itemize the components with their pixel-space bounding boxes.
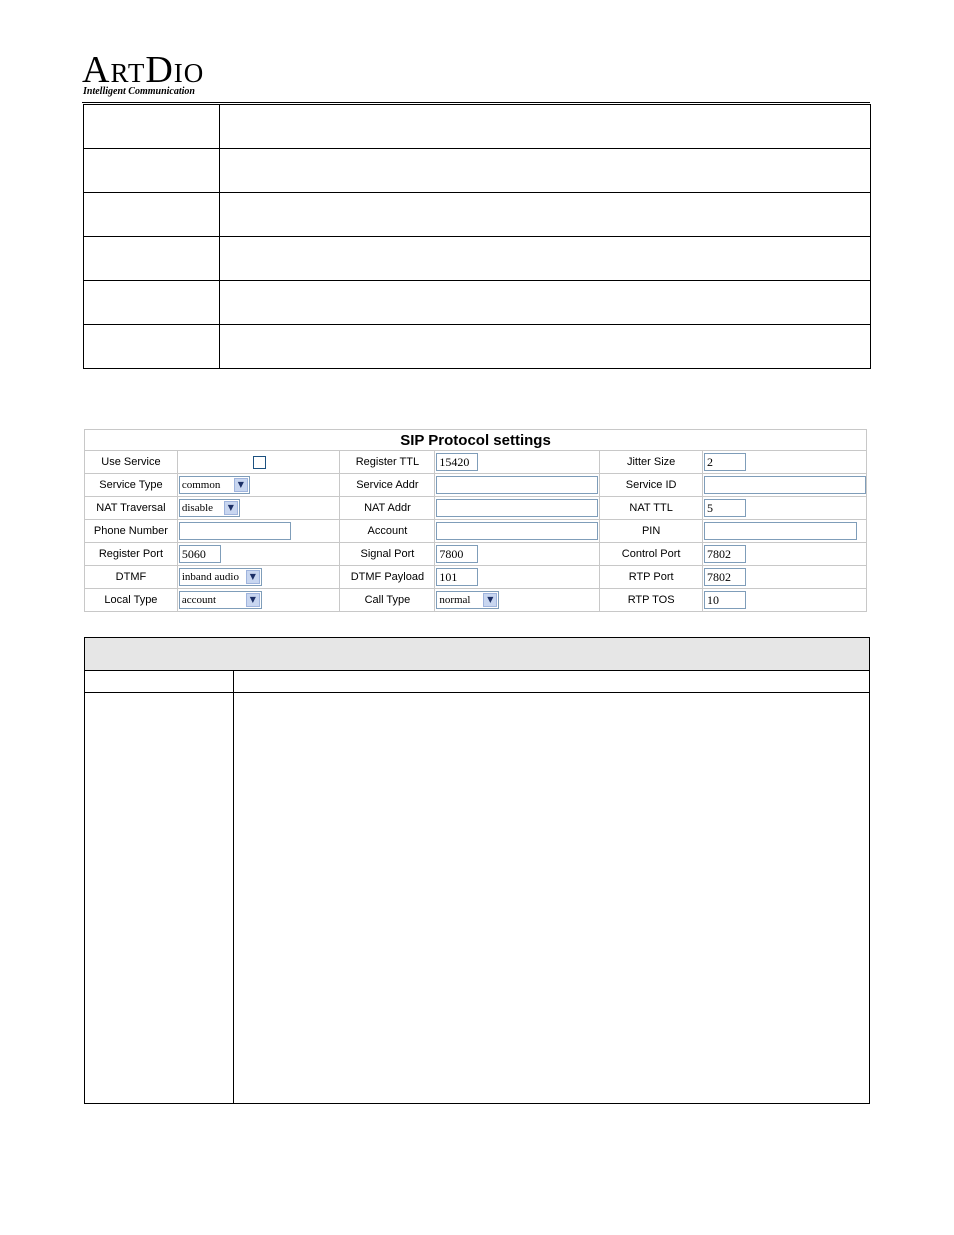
logo-wordmark: ARTDIO [82, 49, 205, 91]
rtp-tos-input[interactable]: 10 [704, 591, 746, 609]
service-addr-input[interactable] [436, 476, 598, 494]
phone-number-input[interactable] [179, 522, 291, 540]
control-port-input[interactable]: 7802 [704, 545, 746, 563]
signal-port-input[interactable]: 7800 [436, 545, 478, 563]
chevron-down-icon: ▼ [224, 501, 238, 515]
settings-row [85, 520, 867, 543]
dtmf-value: inband audio [181, 571, 239, 583]
pin-label: PIN [600, 520, 703, 543]
logo-tagline: Intelligent Communication [83, 86, 195, 97]
chevron-down-icon: ▼ [483, 593, 497, 607]
empty-table-bottom [84, 637, 870, 1104]
settings-row [85, 474, 867, 497]
local-type-label: Local Type [85, 589, 178, 612]
register-ttl-input[interactable]: 15420 [436, 453, 478, 471]
settings-row [85, 497, 867, 520]
jitter-size-input[interactable]: 2 [704, 453, 746, 471]
table-row [84, 325, 871, 369]
local-type-value: account [181, 594, 217, 606]
call-type-select[interactable] [436, 591, 499, 609]
chevron-down-icon: ▼ [234, 478, 248, 492]
register-ttl-label: Register TTL [340, 451, 435, 474]
table-row [85, 693, 870, 1104]
nat-traversal-value: disable [181, 502, 214, 514]
artdio-logo [82, 49, 222, 102]
nat-ttl-input[interactable]: 5 [704, 499, 746, 517]
table-row [85, 671, 870, 693]
table-row [84, 237, 871, 281]
phone-number-label: Phone Number [85, 520, 178, 543]
service-type-label: Service Type [85, 474, 178, 497]
rtp-tos-label: RTP TOS [600, 589, 703, 612]
service-addr-label: Service Addr [340, 474, 435, 497]
use-service-label: Use Service [85, 451, 178, 474]
service-id-input[interactable] [704, 476, 866, 494]
dtmf-payload-label: DTMF Payload [340, 566, 435, 589]
service-id-label: Service ID [600, 474, 703, 497]
register-port-label: Register Port [85, 543, 178, 566]
call-type-label: Call Type [340, 589, 435, 612]
settings-row [85, 451, 867, 474]
signal-port-label: Signal Port [340, 543, 435, 566]
use-service-checkbox[interactable] [253, 456, 266, 469]
sip-protocol-settings-panel [84, 429, 867, 612]
header-rule [82, 102, 870, 103]
panel-title: SIP Protocol settings [85, 430, 867, 451]
table-row [84, 281, 871, 325]
service-type-value: common [181, 479, 221, 491]
nat-traversal-label: NAT Traversal [85, 497, 178, 520]
local-type-select[interactable] [179, 591, 262, 609]
dtmf-label: DTMF [85, 566, 178, 589]
table-row [84, 149, 871, 193]
settings-row [85, 589, 867, 612]
pin-input[interactable] [704, 522, 857, 540]
control-port-label: Control Port [600, 543, 703, 566]
nat-addr-input[interactable] [436, 499, 598, 517]
dtmf-select[interactable] [179, 568, 262, 586]
chevron-down-icon: ▼ [246, 570, 260, 584]
call-type-value: normal [439, 594, 471, 606]
table-header-row [85, 638, 870, 671]
empty-table-top [83, 104, 871, 369]
register-port-input[interactable]: 5060 [179, 545, 221, 563]
nat-traversal-select[interactable] [179, 499, 240, 517]
rtp-port-label: RTP Port [600, 566, 703, 589]
settings-row [85, 543, 867, 566]
account-input[interactable] [436, 522, 598, 540]
nat-addr-label: NAT Addr [340, 497, 435, 520]
table-row [84, 193, 871, 237]
jitter-size-label: Jitter Size [600, 451, 703, 474]
account-label: Account [340, 520, 435, 543]
dtmf-payload-input[interactable]: 101 [436, 568, 478, 586]
chevron-down-icon: ▼ [246, 593, 260, 607]
table-row [84, 105, 871, 149]
rtp-port-input[interactable]: 7802 [704, 568, 746, 586]
service-type-select[interactable] [179, 476, 250, 494]
settings-row [85, 566, 867, 589]
nat-ttl-label: NAT TTL [600, 497, 703, 520]
